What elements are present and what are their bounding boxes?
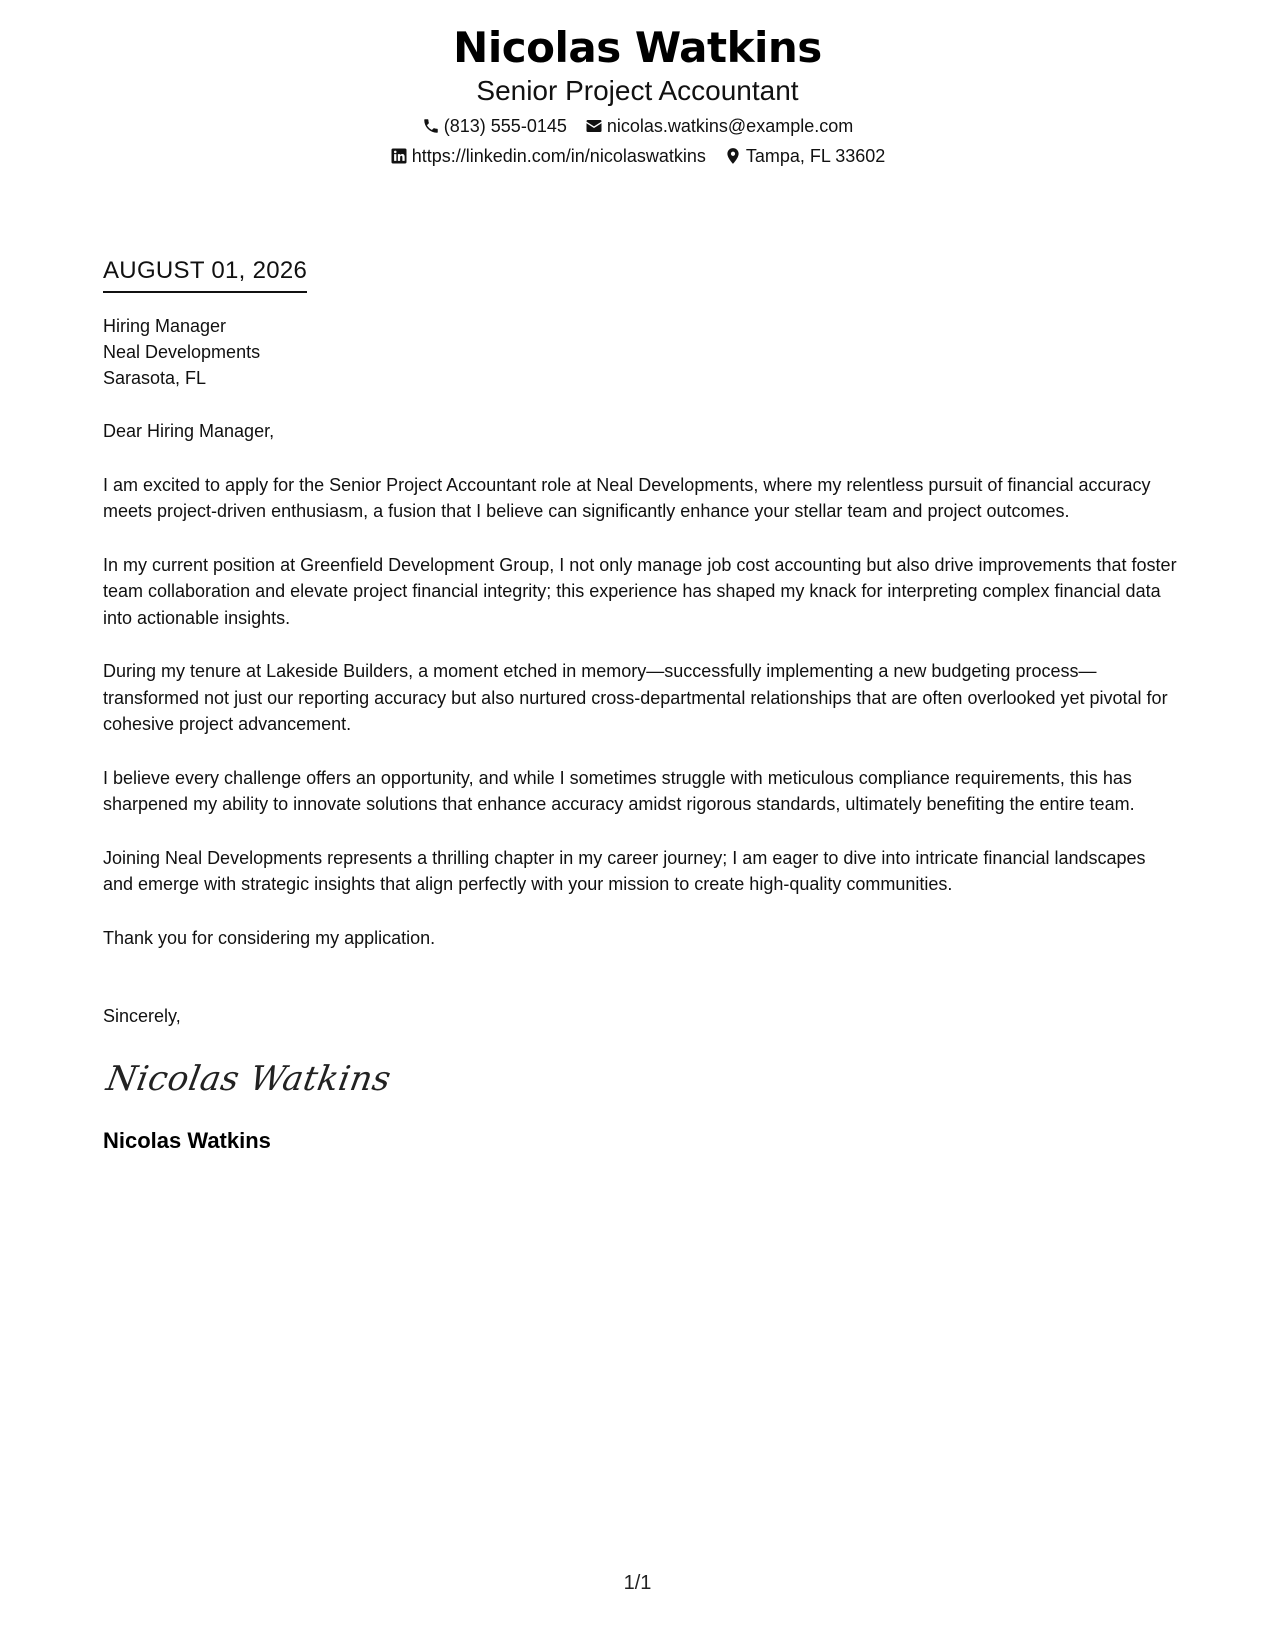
salutation: Dear Hiring Manager, — [103, 421, 275, 441]
letter-body — [103, 256, 1178, 1155]
recipient-block — [103, 313, 1178, 391]
linkedin-text: https://linkedin.com/in/nicolaswatkins — [411, 146, 706, 166]
map-pin-icon — [724, 147, 742, 165]
body-paragraph: Joining Neal Developments represents a thrilling chapter in my career journey; I am eager to dive into intricate financial landscapes and emerge with strategic insights that align perfectly with your mission to create high-quality communities. — [103, 847, 1146, 894]
applicant-role: Senior Project Accountant — [476, 75, 799, 106]
phone-text: (813) 555-0145 — [443, 116, 567, 136]
envelope-icon — [585, 117, 603, 135]
applicant-name: Nicolas Watkins — [453, 23, 822, 72]
body-paragraph: Thank you for considering my application. — [103, 927, 436, 948]
contact-location — [724, 144, 885, 168]
letter-date: AUGUST 01, 2026 — [103, 256, 307, 293]
contact-phone[interactable] — [422, 114, 567, 138]
contact-email[interactable] — [585, 114, 853, 138]
linkedin-icon — [390, 147, 408, 165]
signoff-name: Nicolas Watkins — [103, 1128, 271, 1153]
recipient-location: Sarasota, FL — [103, 368, 207, 388]
contact-row-secondary — [0, 144, 1275, 168]
email-text: nicolas.watkins@example.com — [606, 116, 854, 136]
contact-row-primary — [0, 114, 1275, 138]
phone-icon — [422, 117, 440, 135]
location-text: Tampa, FL 33602 — [745, 146, 886, 166]
body-paragraph: In my current position at Greenfield Development Group, I not only manage job cost accounting but also drive improvements that foster team collaboration and elevate project financial integrity; this experience has shaped my knack for interpreting complex financial data into actionable insights. — [103, 554, 1177, 628]
body-paragraph: I believe every challenge offers an opportunity, and while I sometimes struggle with meticulous compliance requirements, this has sharpened my ability to innovate solutions that enhance accuracy amidst rigorous standards, ultimately benefiting the entire team. — [103, 767, 1135, 814]
contact-linkedin[interactable] — [390, 144, 706, 168]
body-paragraph: During my tenure at Lakeside Builders, a moment etched in memory—successfully implementing a new budgeting process—transformed not just our reporting accuracy but also nurtured cross-departmental relationships that are often overlooked yet pivotal for cohesive project advancement. — [103, 661, 1168, 734]
letter-header — [0, 22, 1275, 168]
handwritten-signature: Nicolas Watkins — [103, 1059, 395, 1099]
recipient-company: Neal Developments — [103, 342, 261, 362]
recipient-title: Hiring Manager — [103, 316, 227, 336]
page-number: 1/1 — [623, 1572, 652, 1594]
closing: Sincerely, — [103, 1006, 181, 1026]
body-paragraph: I am excited to apply for the Senior Project Accountant role at Neal Developments, where my relentless pursuit of financial accuracy meets project-driven enthusiasm, a fusion that I believe can significantly enhance your stellar team and project outcomes. — [103, 474, 1151, 521]
